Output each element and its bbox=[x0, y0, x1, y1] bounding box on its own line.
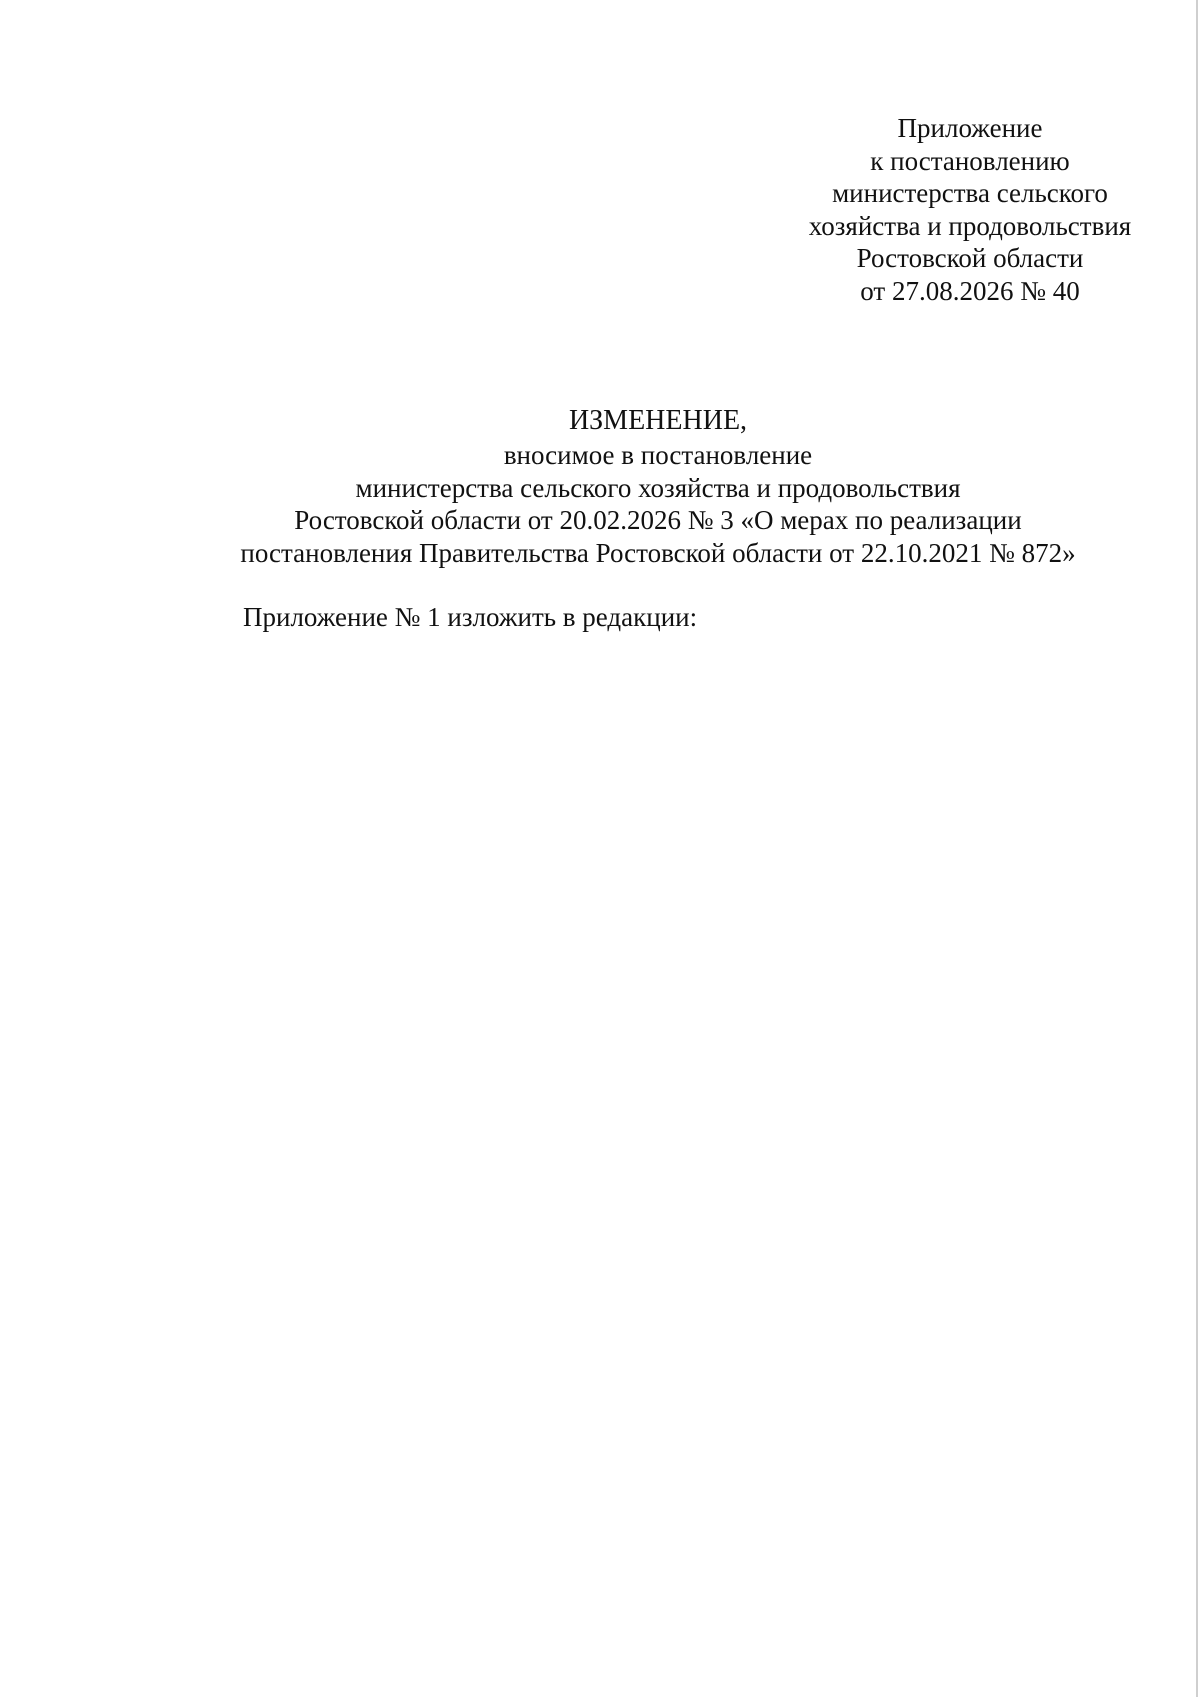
appendix-line: к постановлению bbox=[870, 145, 1070, 176]
title-line: министерства сельского хозяйства и продовольствия bbox=[355, 472, 961, 503]
title-line: Ростовской области от 20.02.2026 № 3 «О мерах по реализации bbox=[294, 505, 1022, 535]
body-paragraph: Приложение № 1 изложить в редакции: bbox=[243, 602, 698, 632]
title-line: вносимое в постановление bbox=[503, 440, 813, 470]
appendix-line: хозяйства и продовольствия bbox=[808, 210, 1132, 241]
title-line: постановления Правительства Ростовской области от 22.10.2021 № 872» bbox=[240, 537, 1076, 568]
document-title bbox=[150, 403, 1166, 569]
appendix-line: министерства сельского bbox=[832, 178, 1108, 208]
appendix-line: от 27.08.2026 № 40 bbox=[860, 275, 1080, 306]
appendix-line: Приложение bbox=[897, 113, 1043, 143]
appendix-reference bbox=[780, 112, 1160, 307]
appendix-line: Ростовской области bbox=[856, 243, 1084, 273]
title-heading: ИЗМЕНЕНИЕ, bbox=[568, 405, 748, 436]
